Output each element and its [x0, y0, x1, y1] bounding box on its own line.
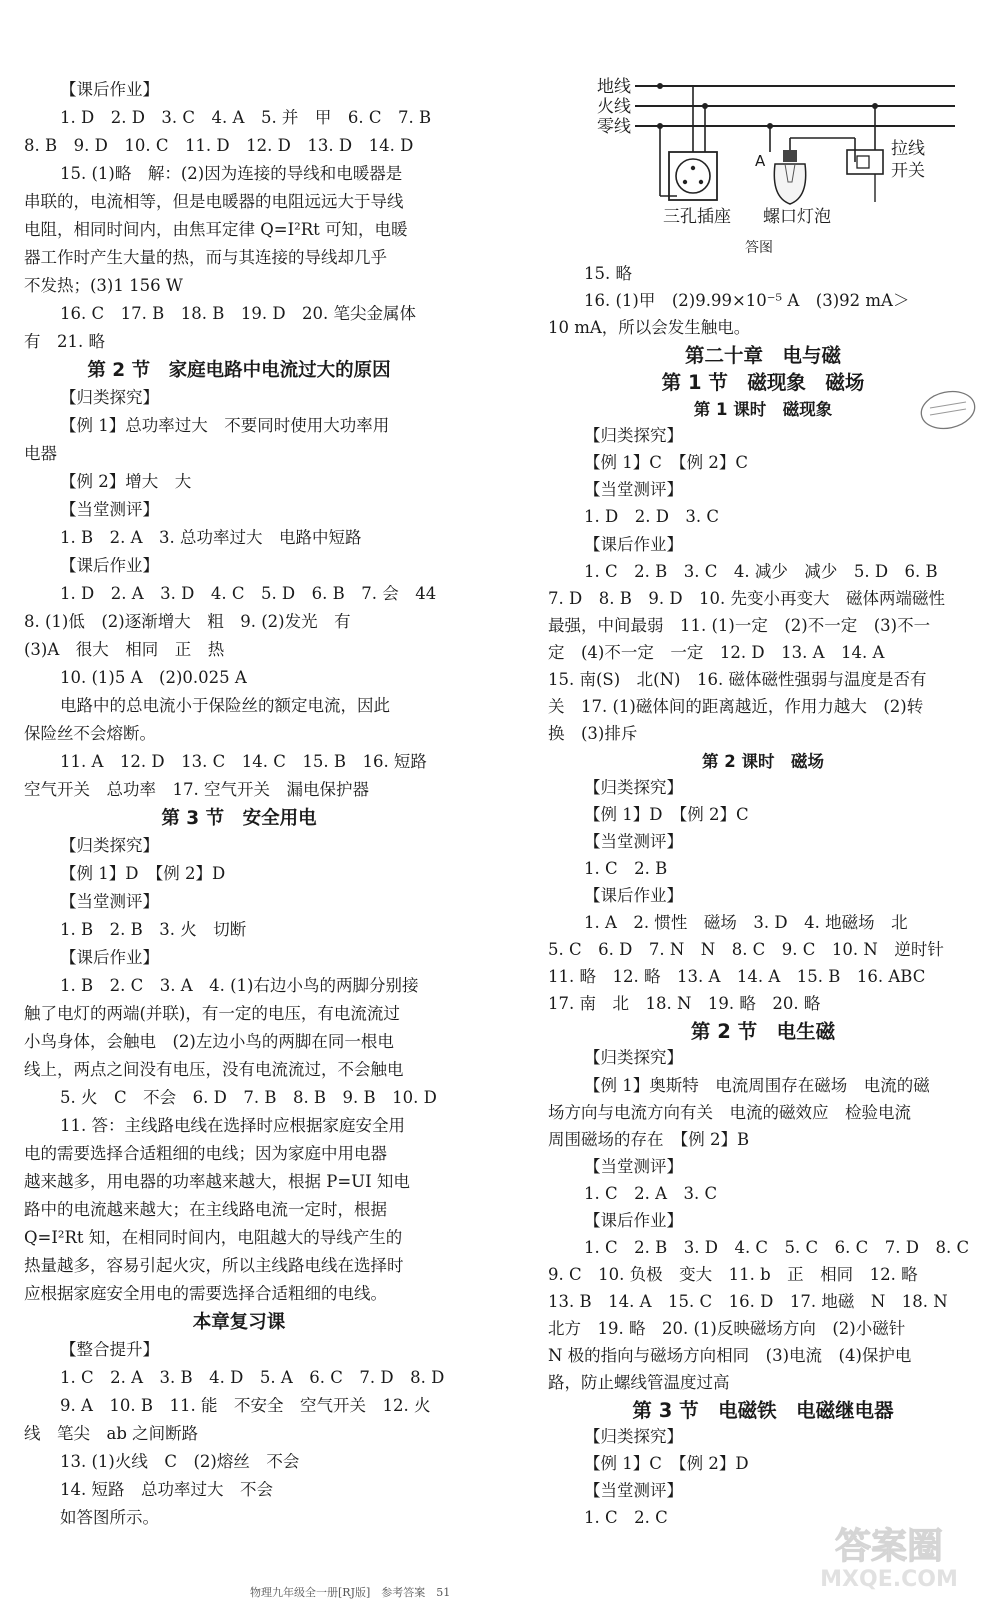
answer-line: 1. B 2. A 3. 总功率过大 电路中短路 [60, 528, 362, 547]
answer-line: 如答图所示。 [60, 1508, 159, 1527]
answer-line: 线上，两点之间没有电压，没有电流流过，不会触电 [24, 1060, 404, 1079]
answer-line: 【整合提升】 [60, 1340, 159, 1359]
answer-line: 14. 短路 总功率过大 不会 [60, 1480, 273, 1499]
answer-line: 路中的电流越来越大；在主线路电流一定时，根据 [24, 1200, 387, 1219]
answer-line: 16. C 17. B 18. B 19. D 20. 笔尖金属体 [60, 304, 417, 323]
watermark-url: MXQE.COM [820, 1567, 958, 1592]
bulb-label: 螺口灯泡 [763, 207, 831, 227]
answer-line: 9. A 10. B 11. 能 不安全 空气开关 12. 火 [60, 1396, 431, 1415]
answer-line: 【课后作业】 [60, 948, 159, 967]
answer-line: 空气开关 总功率 17. 空气开关 漏电保护器 [24, 780, 369, 799]
section-heading: 第二十章 电与磁 [684, 344, 841, 368]
answer-line: 17. 南 北 18. N 19. 略 20. 略 [548, 994, 821, 1014]
answer-line: 有 21. 略 [24, 332, 105, 351]
answer-line: 10 mA，所以会发生触电。 [548, 318, 751, 338]
answer-line: Q=I²Rt 知，在相同时间内，电阻越大的导线产生的 [24, 1228, 403, 1247]
answer-line: 定 (4)不一定 一定 12. D 13. A 14. A [548, 642, 885, 662]
point-a-label: A [755, 152, 766, 170]
answer-line: 保险丝不会熔断。 [24, 724, 156, 743]
answer-line: 不发热；(3)1 156 W [24, 276, 183, 295]
answer-line: 1. D 2. D 3. C 4. A 5. 并 甲 6. C 7. B [60, 108, 432, 127]
answer-line: 电的需要选择合适粗细的电线；因为家庭中用电器 [24, 1144, 387, 1163]
answer-line: 1. D 2. A 3. D 4. C 5. D 6. B 7. 会 44 [60, 584, 437, 603]
section-heading: 第 2 节 电生磁 [690, 1020, 836, 1044]
answer-line: 【当堂测评】 [584, 480, 683, 500]
switch-label-1: 拉线 [891, 139, 925, 159]
switch-label-2: 开关 [891, 161, 925, 181]
answer-line: 【归类探究】 [60, 388, 159, 407]
answer-line: (3)A 很大 相同 正 热 [24, 640, 225, 659]
answer-line: 关 17. (1)磁体间的距离越近，作用力越大 (2)转 [548, 696, 924, 716]
section-heading: 第 3 节 安全用电 [161, 808, 317, 829]
answer-line: 【例 1】D 【例 2】D [60, 864, 226, 883]
answer-line: 8. (1)低 (2)逐渐增大 粗 9. (2)发光 有 [24, 612, 351, 631]
answer-line: 15. (1)略 解：(2)因为连接的导线和电暖器是 [60, 164, 403, 183]
answer-line: 13. B 14. A 15. C 16. D 17. 地磁 N 18. N [548, 1291, 948, 1311]
answer-line: 电路中的总电流小于保险丝的额定电流，因此 [60, 696, 390, 715]
answer-line: 1. C 2. C [584, 1508, 668, 1528]
answer-line: 小鸟身体，会触电 (2)左边小鸟的两脚在同一根电 [24, 1032, 394, 1051]
circuit-diagram [585, 72, 975, 272]
answer-line: 【课后作业】 [584, 534, 683, 554]
answer-line: 15. 南(S) 北(N) 16. 磁体磁性强弱与温度是否有 [548, 669, 927, 689]
answer-line: 触了电灯的两端(并联)，有一定的电压，有电流流过 [24, 1004, 400, 1023]
section-heading: 第 1 节 磁现象 磁场 [661, 371, 865, 395]
answer-line: 线 笔尖 ab 之间断路 [24, 1424, 199, 1443]
answer-line: 【例 1】C 【例 2】D [584, 1454, 749, 1474]
answer-line: 1. D 2. D 3. C [584, 507, 720, 527]
answer-line: 1. B 2. B 3. 火 切断 [60, 920, 247, 939]
answer-line: 【例 1】总功率过大 不要同时使用大功率用 [60, 416, 390, 435]
section-heading: 第 2 节 家庭电路中电流过大的原因 [87, 360, 391, 381]
answer-line: 1. A 2. 惯性 磁场 3. D 4. 地磁场 北 [584, 913, 908, 933]
ground-wire-label: 地线 [597, 77, 631, 97]
answer-line: 1. B 2. C 3. A 4. (1)右边小鸟的两脚分别接 [60, 976, 419, 995]
section-heading: 第 2 课时 磁场 [702, 751, 824, 771]
stamp-icon [918, 388, 978, 432]
answer-line: 9. C 10. 负极 变大 11. b 正 相同 12. 略 [548, 1264, 918, 1284]
answer-line: 【课后作业】 [60, 80, 159, 99]
watermark-logo [804, 1514, 974, 1594]
answer-line: 【归类探究】 [584, 426, 683, 446]
answer-line: 15. 略 [584, 264, 632, 283]
answer-line: 【课后作业】 [60, 556, 159, 575]
answer-line: 1. C 2. A 3. B 4. D 5. A 6. C 7. D 8. D [60, 1368, 445, 1387]
screw-bulb-icon [774, 150, 805, 204]
answer-line: 【例 1】D 【例 2】C [584, 805, 749, 824]
answer-line: 最强，中间最弱 11. (1)一定 (2)不一定 (3)不一 [548, 615, 931, 635]
answer-line: 【当堂测评】 [584, 832, 683, 852]
answer-line: 1. C 2. A 3. C [584, 1183, 718, 1203]
answer-line: 【课后作业】 [584, 886, 683, 906]
answer-line: N 极的指向与磁场方向相同 (3)电流 (4)保护电 [548, 1346, 912, 1365]
answer-line: 【归类探究】 [584, 1427, 683, 1447]
answer-line: 【当堂测评】 [60, 892, 159, 911]
answer-line: 路，防止螺线管温度过高 [548, 1373, 730, 1393]
answer-line: 7. D 8. B 9. D 10. 先变小再变大 磁体两端磁性 [548, 588, 946, 608]
answer-line: 串联的，电流相等，但是电暖器的电阻远远大于导线 [24, 192, 404, 211]
answer-line: 北方 19. 略 20. (1)反映磁场方向 (2)小磁针 [548, 1318, 906, 1338]
section-heading: 第 1 课时 磁现象 [693, 400, 833, 420]
answer-line: 电器 [24, 444, 57, 463]
answer-line: 8. B 9. D 10. C 11. D 12. D 13. D 14. D [24, 136, 414, 155]
answer-line: 【归类探究】 [584, 777, 683, 797]
answer-line: 换 (3)排斥 [548, 723, 638, 743]
watermark-title: 答案圈 [834, 1526, 944, 1567]
answer-line: 场方向与电流方向有关 电流的磁效应 检验电流 [548, 1102, 911, 1122]
answer-line: 11. 答：主线路电线在选择时应根据家庭安全用 [60, 1116, 405, 1135]
answer-line: 【当堂测评】 [60, 500, 159, 519]
section-heading: 第 3 节 电磁铁 电磁继电器 [632, 1399, 894, 1423]
answer-line: 【当堂测评】 [584, 1156, 683, 1176]
answer-line: 越来越多，用电器的功率越来越大，根据 P=UI 知电 [24, 1172, 410, 1191]
page-footer: 物理九年级全一册[RJ版] 参考答案 51 [250, 1586, 451, 1599]
pull-switch-icon [847, 150, 883, 202]
answer-line: 应根据家庭安全用电的需要选择合适粗细的电线。 [24, 1284, 387, 1303]
answer-line: 11. A 12. D 13. C 14. C 15. B 16. 短路 [60, 752, 427, 771]
answer-line: 热量越多，容易引起火灾，所以主线路电线在选择时 [24, 1256, 404, 1275]
figure-caption: 答图 [745, 240, 773, 256]
answer-line: 5. 火 C 不会 6. D 7. B 8. B 9. B 10. D [60, 1088, 437, 1107]
answer-line: 5. C 6. D 7. N N 8. C 9. C 10. N 逆时针 [548, 940, 944, 960]
answer-line: 【例 2】增大 大 [60, 472, 192, 491]
answer-line: 【归类探究】 [584, 1048, 683, 1068]
answer-line: 13. (1)火线 C (2)熔丝 不会 [60, 1452, 300, 1471]
section-heading: 本章复习课 [192, 1312, 286, 1333]
answer-line: 1. C 2. B [584, 859, 668, 879]
answer-line: 1. C 2. B 3. D 4. C 5. C 6. C 7. D 8. C [584, 1237, 970, 1257]
answer-line: 10. (1)5 A (2)0.025 A [60, 668, 247, 687]
three-pin-socket [669, 152, 717, 200]
neutral-wire-label: 零线 [597, 117, 631, 137]
answer-line: 1. C 2. B 3. C 4. 减少 减少 5. D 6. B [584, 561, 938, 581]
answer-line: 【当堂测评】 [584, 1481, 683, 1501]
answer-line: 【课后作业】 [584, 1210, 683, 1230]
answer-line: 周围磁场的存在 【例 2】B [548, 1129, 750, 1149]
live-wire-label: 火线 [597, 97, 631, 117]
answer-line: 16. (1)甲 (2)9.99×10⁻⁵ A (3)92 mA＞ [584, 291, 910, 311]
answer-line: 【例 1】奥斯特 电流周围存在磁场 电流的磁 [584, 1075, 930, 1095]
answer-line: 【归类探究】 [60, 836, 159, 855]
answer-line: 电阻，相同时间内，由焦耳定律 Q=I²Rt 可知，电暖 [24, 220, 408, 239]
answer-line: 【例 1】C 【例 2】C [584, 453, 748, 473]
answer-line: 11. 略 12. 略 13. A 14. A 15. B 16. ABC [548, 967, 926, 987]
socket-label: 三孔插座 [663, 207, 731, 227]
answer-line: 器工作时产生大量的热，而与其连接的导线却几乎 [24, 248, 387, 267]
